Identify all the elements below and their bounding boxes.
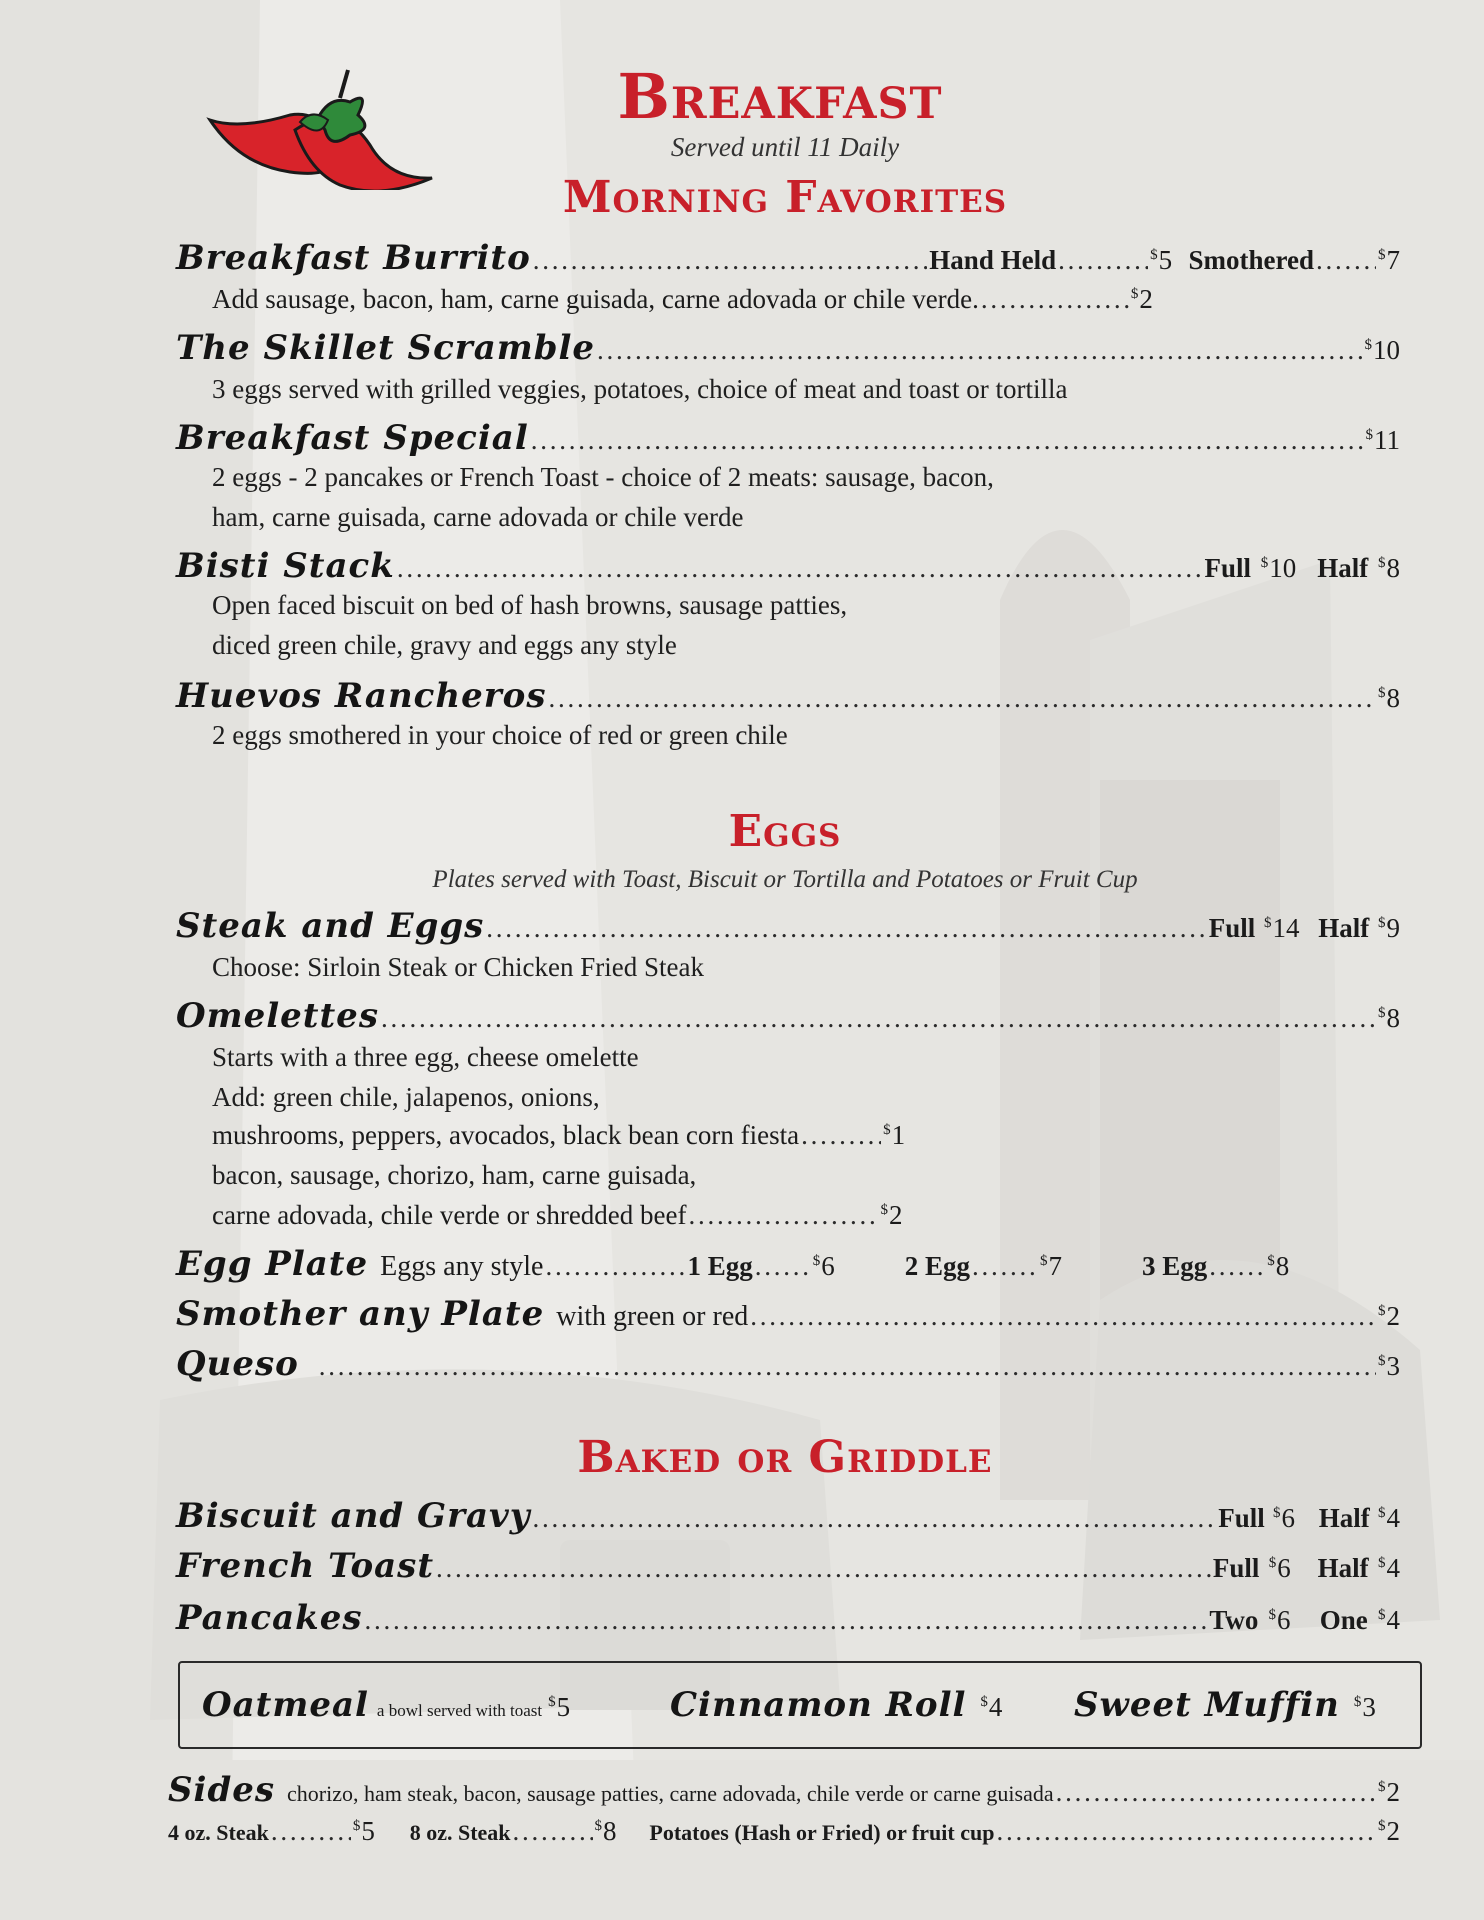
leader-dots (1058, 245, 1148, 276)
price: $4 (1377, 1553, 1400, 1583)
item-description: Add: green chile, jalapenos, onions, (212, 1082, 600, 1112)
leader-dots (381, 1003, 1376, 1034)
price: $3 (1378, 1351, 1400, 1381)
leader-dots (319, 1351, 1376, 1382)
option-label: Two (1209, 1605, 1259, 1635)
section-title-eggs: Eggs (728, 806, 842, 857)
option-label: Half (1317, 1553, 1369, 1583)
leader-dots (531, 425, 1364, 456)
item-description: carne adovada, chile verde or shredded beef . . . $2 (212, 1200, 903, 1231)
section-title-baked: Baked or Griddle (577, 1432, 993, 1483)
item-description: Choose: Sirloin Steak or Chicken Fried Steak (212, 952, 704, 982)
price: $7 (1040, 1251, 1062, 1281)
price: $6 (1268, 1605, 1291, 1635)
leader-dots (533, 1503, 1217, 1534)
option-label: Smothered (1188, 245, 1314, 275)
price: $14 (1264, 913, 1300, 943)
menu-item-breakfast-burrito (176, 238, 1400, 284)
price: $2 (1130, 284, 1153, 314)
item-description: mushrooms, peppers, avocados, black bean corn fiesta . . . $1 (212, 1120, 905, 1151)
menu-item-breakfast-special (176, 418, 1400, 464)
price: $5 (352, 1816, 375, 1846)
menu-item-omelettes (176, 996, 1400, 1042)
menu-item-egg-plate (176, 1244, 1400, 1290)
item-name: French Toast (176, 1546, 435, 1586)
leader-dots (1316, 245, 1376, 276)
price: $2 (1378, 1816, 1400, 1846)
option-label: Full (1218, 1503, 1265, 1533)
item-description: Starts with a three egg, cheese omelette (212, 1042, 639, 1072)
option-label: Half (1318, 913, 1370, 943)
price: $8 (1377, 553, 1400, 583)
price: $9 (1377, 913, 1400, 943)
option-label: Hand Held (929, 245, 1057, 275)
extra-cinnamon-roll: Cinnamon Roll $4 (670, 1685, 1003, 1725)
price: $6 (1268, 1553, 1291, 1583)
menu-item-french-toast (176, 1546, 1400, 1592)
option-label: 1 Egg (687, 1251, 753, 1281)
leader-dots (364, 1605, 1207, 1636)
menu-item-steak-and-eggs (176, 906, 1400, 952)
leader-dots (486, 913, 1207, 944)
price: $3 (1353, 1692, 1376, 1722)
price: $8 (1378, 683, 1400, 713)
item-name: Breakfast Burrito (176, 238, 531, 278)
price: $4 (1378, 1503, 1400, 1533)
item-name: Breakfast Special (176, 418, 529, 458)
section-note-eggs: Plates served with Toast, Biscuit or Tortilla and Potatoes or Fruit Cup (432, 866, 1138, 893)
menu-title: Breakfast (617, 60, 943, 133)
leader-dots (397, 553, 1203, 584)
sides-list: chorizo, ham steak, bacon, sausage patties, carne adovada, chile verde or carne guisada (287, 1781, 1054, 1806)
leader-dots (545, 1251, 685, 1282)
item-name: Steak and Eggs (176, 906, 485, 946)
price: $7 (1378, 245, 1400, 275)
item-description: Add sausage, bacon, ham, carne guisada, carne adovada or chile verde. . . . $2 (212, 284, 1153, 315)
item-name: Smother any Plate (176, 1294, 545, 1334)
item-name: Egg Plate (176, 1244, 369, 1284)
item-description: 3 eggs served with grilled veggies, potatoes, choice of meat and toast or tortilla (212, 374, 1068, 404)
leader-dots (750, 1301, 1376, 1332)
leader-dots (597, 335, 1362, 366)
extra-oatmeal: Oatmeal a bowl served with toast $5 (202, 1685, 571, 1725)
price: $4 (980, 1692, 1003, 1722)
item-name: Omelettes (176, 996, 379, 1036)
price: $4 (1377, 1605, 1400, 1635)
option-label: Half (1318, 1503, 1370, 1533)
item-name: Biscuit and Gravy (176, 1496, 531, 1536)
price: $2 (880, 1200, 903, 1230)
item-name: The Skillet Scramble (176, 328, 596, 368)
leader-dots (533, 245, 928, 276)
price: $5 (1150, 245, 1173, 275)
menu-item-bisti-stack (176, 546, 1400, 592)
leader-dots (1209, 1251, 1265, 1282)
menu-item-skillet-scramble (176, 328, 1400, 374)
price: $8 (594, 1816, 617, 1846)
item-description: Open faced biscuit on bed of hash browns, sausage patties, (212, 590, 848, 620)
section-title-morning: Morning Favorites (562, 172, 1008, 223)
menu-item-smother-any-plate (176, 1294, 1400, 1340)
item-name: Queso (176, 1344, 299, 1384)
price: $2 (1378, 1777, 1400, 1807)
price: $8 (1378, 1003, 1400, 1033)
item-name: Pancakes (176, 1598, 363, 1638)
price: $10 (1364, 335, 1400, 365)
item-description: 2 eggs smothered in your choice of red or green chile (212, 720, 788, 750)
menu-item-biscuit-and-gravy (176, 1496, 1400, 1542)
leader-dots (436, 1553, 1211, 1584)
item-description: ham, carne guisada, carne adovada or chile verde (212, 502, 744, 532)
price: $1 (883, 1120, 906, 1150)
option-label: Full (1208, 913, 1256, 943)
item-note: Eggs any style (380, 1251, 544, 1282)
sides-extra-row: 4 oz. Steak . . . $5 8 oz. Steak . . . $8 Potatoes (Hash or Fried) or fruit cup . . . $2 (168, 1816, 1400, 1847)
price: $6 (812, 1251, 835, 1281)
price: $6 (1273, 1503, 1296, 1533)
leader-dots (548, 683, 1376, 714)
menu-item-queso (176, 1344, 1400, 1390)
option-label: 2 Egg (904, 1251, 970, 1281)
price: $8 (1267, 1251, 1290, 1281)
item-note: with green or red (556, 1301, 749, 1332)
leader-dots (972, 1251, 1038, 1282)
option-label: Half (1317, 553, 1369, 583)
option-label: 3 Egg (1142, 1251, 1208, 1281)
menu-item-sides: Sides chorizo, ham steak, bacon, sausage patties, carne adovada, chile verde or carne guisada . . . $2 (168, 1770, 1400, 1810)
price: $11 (1365, 425, 1400, 455)
option-label: Full (1212, 1553, 1260, 1583)
price: $10 (1260, 553, 1297, 583)
menu-item-pancakes (176, 1598, 1400, 1644)
price: $5 (548, 1692, 571, 1722)
item-description: 2 eggs - 2 pancakes or French Toast - choice of 2 meats: sausage, bacon, (212, 462, 994, 492)
option-label: One (1319, 1605, 1368, 1635)
item-name: Bisti Stack (176, 546, 395, 586)
leader-dots (1056, 1777, 1376, 1808)
menu-item-huevos-rancheros (176, 676, 1400, 722)
leader-dots (755, 1251, 811, 1282)
extras-box (178, 1661, 1422, 1749)
price: $2 (1378, 1301, 1400, 1331)
extra-sweet-muffin: Sweet Muffin $3 (1074, 1685, 1376, 1725)
menu-subtitle: Served until 11 Daily (670, 132, 900, 162)
item-name: Huevos Rancheros (176, 676, 547, 716)
option-label: Full (1204, 553, 1252, 583)
item-description: bacon, sausage, chorizo, ham, carne guisada, (212, 1160, 697, 1190)
item-description: diced green chile, gravy and eggs any style (212, 630, 677, 660)
